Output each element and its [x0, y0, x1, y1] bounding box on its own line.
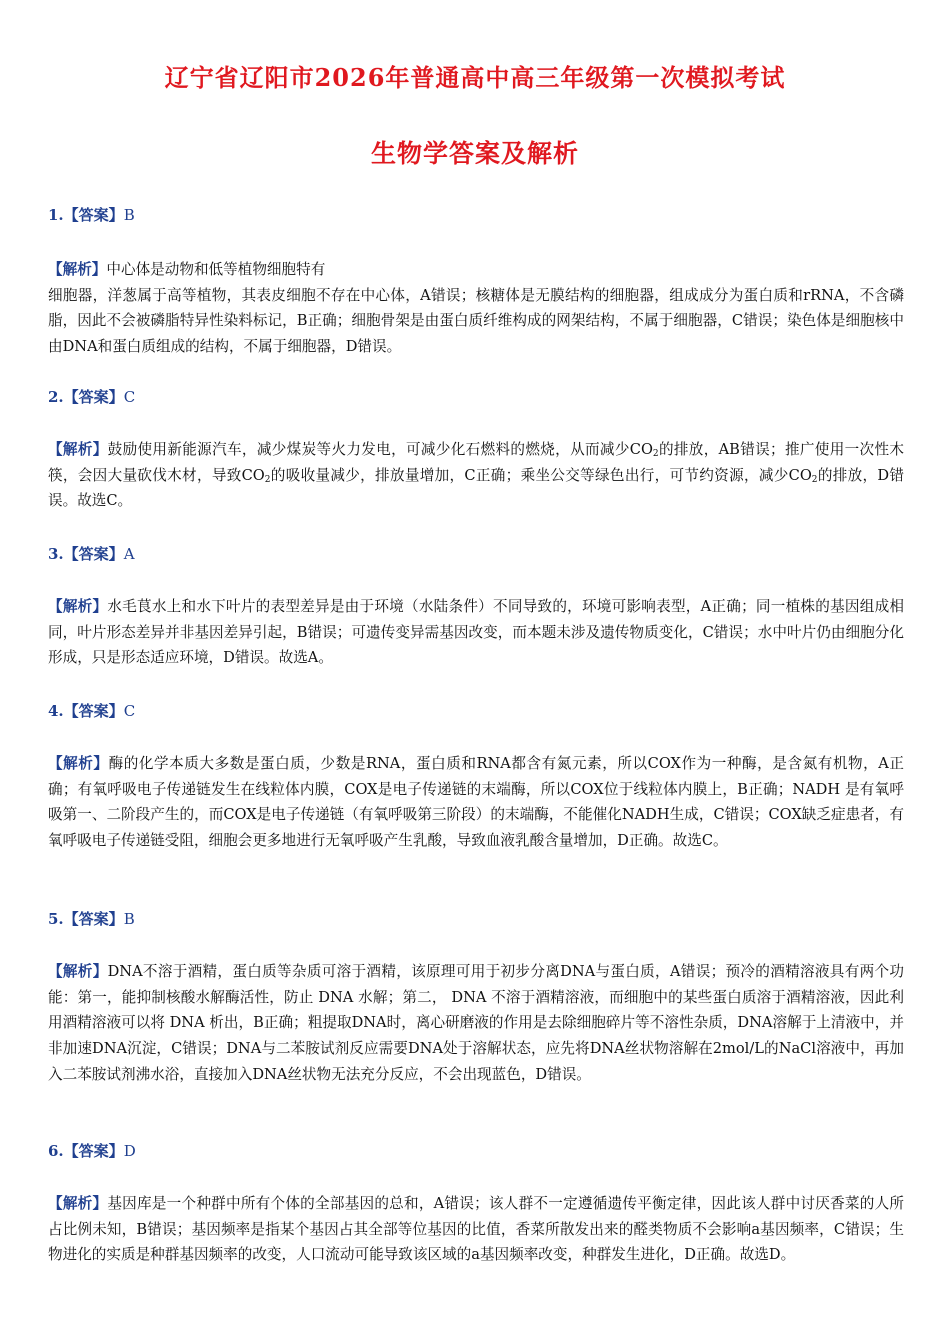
- analysis-body: 酶的化学本质大多数是蛋白质，少数是RNA，蛋白质和RNA都含有氮元素，所以COX作为一种酶，是含氮有机物，A正确；有氧呼吸电子传递链发生在线粒体内膜，COX是电子传递链的末端酶，所以COX位于线粒体内膜上，B正确；NADH 是有氧呼吸第一、二阶段产生的，而COX是电子传递链（有氧呼吸第三阶段）的末端酶，不能催化NADH生成，C错误；COX缺乏症患者，有氧呼吸电子传递链受阻，细胞会更多地进行无氧呼吸产生乳酸，导致血液乳酸含量增加，D正确。故选C。: [48, 755, 904, 850]
- analysis-text: [48, 751, 904, 854]
- analysis-mark: 【解析】: [48, 1195, 108, 1212]
- answer-line: [48, 386, 904, 407]
- analysis-2: [48, 437, 904, 514]
- answer-line: [48, 908, 904, 929]
- analysis-part: 的吸收量减少，排放量增加，C正确；乘坐公交等绿色出行，可节约资源，减少CO: [270, 466, 812, 484]
- analysis-body: 中心体是动物和低等植物细胞特有 细胞器，洋葱属于高等植物，其表皮细胞不存在中心体，A错误；核糖体是无膜结构的细胞器，组成成分为蛋白质和rRNA，不含磷脂，因此不会被磷脂特异性染料标记，B正确；细胞骨架是由蛋白质纤维构成的网架结构，不属于细胞器，C错误；染色体是细胞核中由DNA和蛋白质组成的结构，不属于细胞器，D错误。: [48, 261, 904, 356]
- analysis-body: 基因库是一个种群中所有个体的全部基因的总和，A错误；该人群不一定遵循遗传平衡定律，因此该人群中讨厌香菜的人所占比例未知，B错误；基因频率是指某个基因占其全部等位基因的比值，香菜所散发出来的醛类物质不会影响a基因频率，C错误；生物进化的实质是种群基因频率的改变，人口流动可能导致该区域的a基因频率改变，种群发生进化，D正确。故选D。: [48, 1195, 904, 1264]
- analysis-part: 的排放，AB错误；推广使用一次性木筷，会因大量砍伐木材，导致CO: [48, 441, 904, 484]
- question-2: [48, 386, 904, 407]
- question-number: 1.: [48, 206, 64, 224]
- answer-value: B: [123, 206, 135, 224]
- answer-value: C: [123, 702, 136, 720]
- analysis-6: [48, 1191, 904, 1268]
- analysis-mark: 【解析】: [48, 598, 108, 615]
- question-1: [48, 204, 904, 225]
- subscript: 2: [652, 449, 659, 459]
- answer-mark: 【答案】: [63, 910, 124, 928]
- analysis-mark: 【解析】: [48, 963, 108, 980]
- answer-value: A: [123, 545, 135, 563]
- analysis-text: [48, 437, 904, 514]
- question-number: 2.: [48, 388, 64, 406]
- answer-line: [48, 1140, 904, 1161]
- question-4: [48, 700, 904, 721]
- answer-mark: 【答案】: [63, 702, 124, 720]
- question-6: [48, 1140, 904, 1161]
- analysis-body: 水毛茛水上和水下叶片的表型差异是由于环境（水陆条件）不同导致的，环境可影响表型，A正确；同一植株的基因组成相同，叶片形态差异并非基因差异引起，B错误；可遗传变异需基因改变，而本题未涉及遗传物质变化，C错误；水中叶片仍由细胞分化形成，只是形态适应环境，D错误。故选A。: [48, 598, 904, 667]
- answer-line: [48, 700, 904, 721]
- answer-mark: 【答案】: [63, 388, 124, 406]
- answer-mark: 【答案】: [63, 1142, 124, 1160]
- question-3: [48, 543, 904, 564]
- question-number: 6.: [48, 1142, 64, 1160]
- document-title: 辽宁省辽阳市2026年普通高中高三年级第一次模拟考试: [164, 63, 786, 92]
- analysis-4: [48, 751, 904, 854]
- analysis-5: [48, 959, 904, 1088]
- answer-value: B: [123, 910, 135, 928]
- analysis-text: [48, 959, 904, 1088]
- answer-line: [48, 543, 904, 564]
- question-number: 3.: [48, 545, 64, 563]
- analysis-text: [48, 594, 904, 671]
- analysis-text: [48, 257, 904, 360]
- analysis-1: [48, 257, 904, 360]
- analysis-part: 鼓励使用新能源汽车，减少煤炭等火力发电，可减少化石燃料的燃烧，从而减少CO: [107, 441, 653, 458]
- question-number: 5.: [48, 910, 64, 928]
- analysis-mark: 【解析】: [48, 441, 108, 458]
- answer-mark: 【答案】: [63, 206, 124, 224]
- analysis-mark: 【解析】: [48, 755, 109, 772]
- answer-value: D: [123, 1142, 136, 1160]
- analysis-text: [48, 1191, 904, 1268]
- analysis-3: [48, 594, 904, 671]
- subscript: 2: [811, 474, 818, 485]
- analysis-mark: 【解析】: [48, 261, 107, 278]
- subscript: 2: [264, 474, 271, 485]
- analysis-part: 的排放，D错误。故选C。: [48, 466, 905, 510]
- question-number: 4.: [48, 702, 64, 720]
- analysis-body: DNA不溶于酒精，蛋白质等杂质可溶于酒精，该原理可用于初步分离DNA与蛋白质，A错误；预冷的酒精溶液具有两个功能：第一，能抑制核酸水解酶活性，防止 DNA 水解；第二， DNA 不溶于酒精溶液，而细胞中的某些蛋白质溶于酒精溶液，因此利用酒精溶液可以将 DNA 析出，B正确；粗提取DNA时，离心研磨液的作用是去除细胞碎片等不溶性杂质，DNA溶解于上清液中，并非加速DNA沉淀，C错误；DNA与二苯胺试剂反应需要DNA处于溶解状态，应先将DNA丝状物溶解在2mol/L的NaCl溶液中，再加入二苯胺试剂沸水浴，直接加入DNA丝状物无法充分反应，不会出现蓝色，D错误。: [48, 963, 904, 1083]
- document-subtitle: 生物学答案及解析: [370, 139, 579, 168]
- question-5: [48, 908, 904, 929]
- answer-mark: 【答案】: [63, 545, 124, 563]
- answer-value: C: [123, 388, 136, 406]
- answer-line: [48, 204, 904, 225]
